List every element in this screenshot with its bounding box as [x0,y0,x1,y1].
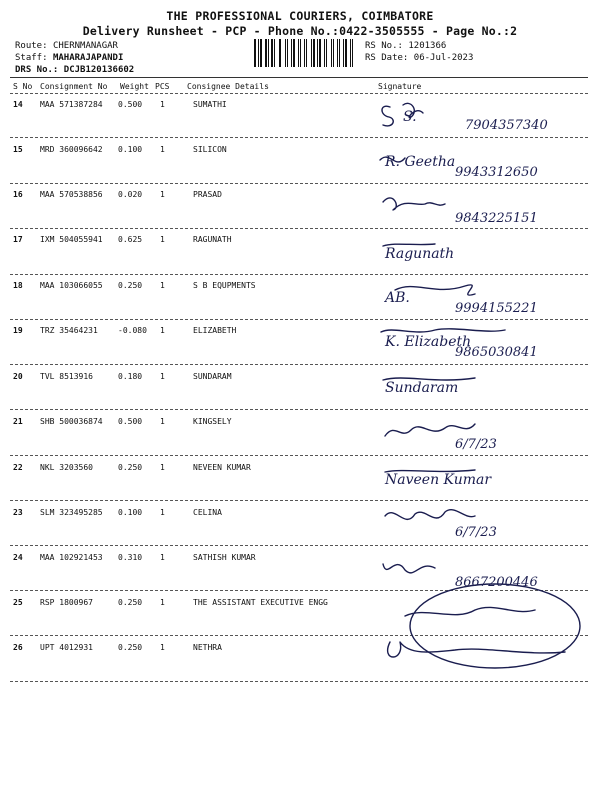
handwritten-note: 9943312650 [455,165,538,180]
row-weight: 0.310 [118,553,143,562]
signature-ink [375,500,585,544]
row-pcs: 1 [160,190,165,199]
row-consignee: PRASAD [193,190,222,199]
row-weight: 0.500 [118,100,143,109]
row-consignment: TRZ 35464231 [40,326,98,335]
row-pcs: 1 [160,417,165,426]
row-consignee: S B EQUPMENTS [193,281,256,290]
handwritten-note: 7904357340 [465,118,548,133]
col-signature-header: Signature [378,82,422,91]
drs-line [15,64,134,76]
row-divider [10,364,588,365]
handwritten-note: 6/7/23 [455,437,497,452]
row-divider [10,93,588,94]
signature-text: AB. [385,290,410,306]
row-consignment: SLM 323495285 [40,508,103,517]
row-pcs: 1 [160,598,165,607]
row-sno: 18 [13,281,23,290]
header-rule [10,77,588,78]
row-consignee: NEVEEN KUMAR [193,463,251,472]
col-sno-header: S No [13,82,33,91]
row-pcs: 1 [160,643,165,652]
row-sno: 15 [13,145,23,154]
row-sno: 22 [13,463,23,472]
handwritten-note: 9994155221 [455,301,538,316]
company-title: THE PROFESSIONAL COURIERS, COIMBATORE [166,9,434,23]
row-consignee: SATHISH KUMAR [193,553,256,562]
handwritten-note: 9865030841 [455,345,538,360]
row-sno: 23 [13,508,23,517]
rs-date-value: 06-Jul-2023 [413,53,474,63]
row-weight: 0.625 [118,235,143,244]
signature-text: S. [403,109,417,125]
row-divider [10,681,588,682]
row-sno: 20 [13,372,23,381]
row-consignee: CELINA [193,508,222,517]
rs-no-label: RS No.: [365,41,403,51]
row-pcs: 1 [160,463,165,472]
row-weight: 0.250 [118,643,143,652]
row-sno: 26 [13,643,23,652]
row-sno: 17 [13,235,23,244]
row-consignment: MRD 360096642 [40,145,103,154]
row-pcs: 1 [160,326,165,335]
handwritten-note: 9843225151 [455,211,538,226]
signature-ink [375,550,585,594]
signature-ink [375,95,585,139]
col-consignee-header: Consignee Details [187,82,269,91]
row-divider [10,545,588,546]
row-weight: 0.180 [118,372,143,381]
row-consignment: MAA 570538856 [40,190,103,199]
row-consignment: TVL 8513916 [40,372,93,381]
row-weight: 0.100 [118,508,143,517]
signature-text: Ragunath [385,246,455,262]
signature-ink [375,366,585,410]
signature-ink [375,412,585,456]
row-consignee: RAGUNATH [193,235,232,244]
row-pcs: 1 [160,100,165,109]
row-sno: 24 [13,553,23,562]
col-consignment-header: Consignment No [40,82,108,91]
row-consignee: SILICON [193,145,227,154]
row-consignment: SHB 500036874 [40,417,103,426]
row-consignment: MAA 571387284 [40,100,103,109]
signature-ink [375,320,585,364]
row-sno: 25 [13,598,23,607]
row-consignee: SUNDARAM [193,372,232,381]
row-weight: 0.100 [118,145,143,154]
signature-ink [375,140,585,184]
row-consignee: KINGSELY [193,417,232,426]
signature-ink [375,232,585,276]
handwritten-note: 6/7/23 [455,525,497,540]
row-sno: 14 [13,100,23,109]
signature-text: R. Geetha [385,154,456,170]
staff-label: Staff: [15,53,48,63]
row-consignee: ELIZABETH [193,326,237,335]
row-consignment: IXM 504055941 [40,235,103,244]
signature-ink [375,632,585,676]
row-consignee: SUMATHI [193,100,227,109]
col-weight-header: Weight [120,82,149,91]
signature-ink [375,186,585,230]
row-sno: 19 [13,326,23,335]
col-pcs-header: PCS [155,82,170,91]
row-consignment: UPT 4012931 [40,643,93,652]
signature-text: K. Elizabeth [385,334,472,350]
staff-line [15,52,123,64]
row-weight: 0.250 [118,281,143,290]
row-weight: 0.500 [118,417,143,426]
row-consignment: NKL 3203560 [40,463,93,472]
drs-value: DCJB120136602 [63,65,135,75]
row-consignment: MAA 102921453 [40,553,103,562]
handwritten-note: 8667200446 [455,575,538,590]
row-pcs: 1 [160,372,165,381]
route-value: CHERNMANAGAR [52,41,118,51]
rs-no-line [365,40,446,52]
row-consignment: MAA 103066055 [40,281,103,290]
row-consignee: NETHRA [193,643,222,652]
signature-ink [375,276,585,320]
runsheet-title: Delivery Runsheet - PCP - Phone No.:0422-3505555 - Page No.:2 [82,24,518,38]
staff-value: MAHARAJAPANDI [52,53,124,63]
row-pcs: 1 [160,281,165,290]
row-weight: 0.250 [118,463,143,472]
barcode [254,39,354,67]
row-consignment: RSP 1800967 [40,598,93,607]
row-pcs: 1 [160,235,165,244]
row-weight: 0.250 [118,598,143,607]
row-sno: 21 [13,417,23,426]
row-pcs: 1 [160,508,165,517]
row-pcs: 1 [160,145,165,154]
row-pcs: 1 [160,553,165,562]
rs-no-value: 1201366 [408,41,447,51]
row-weight: -0.080 [118,326,147,335]
signature-ink [375,458,585,502]
signature-text: Sundaram [385,380,459,396]
drs-label: DRS No.: [15,65,59,75]
signature-text: Naveen Kumar [385,472,492,488]
rs-date-line [365,52,473,64]
route-line [15,40,118,52]
row-sno: 16 [13,190,23,199]
route-label: Route: [15,41,48,51]
row-consignee: THE ASSISTANT EXECUTIVE ENGG [193,598,328,607]
row-weight: 0.020 [118,190,143,199]
rs-date-label: RS Date: [365,53,409,63]
